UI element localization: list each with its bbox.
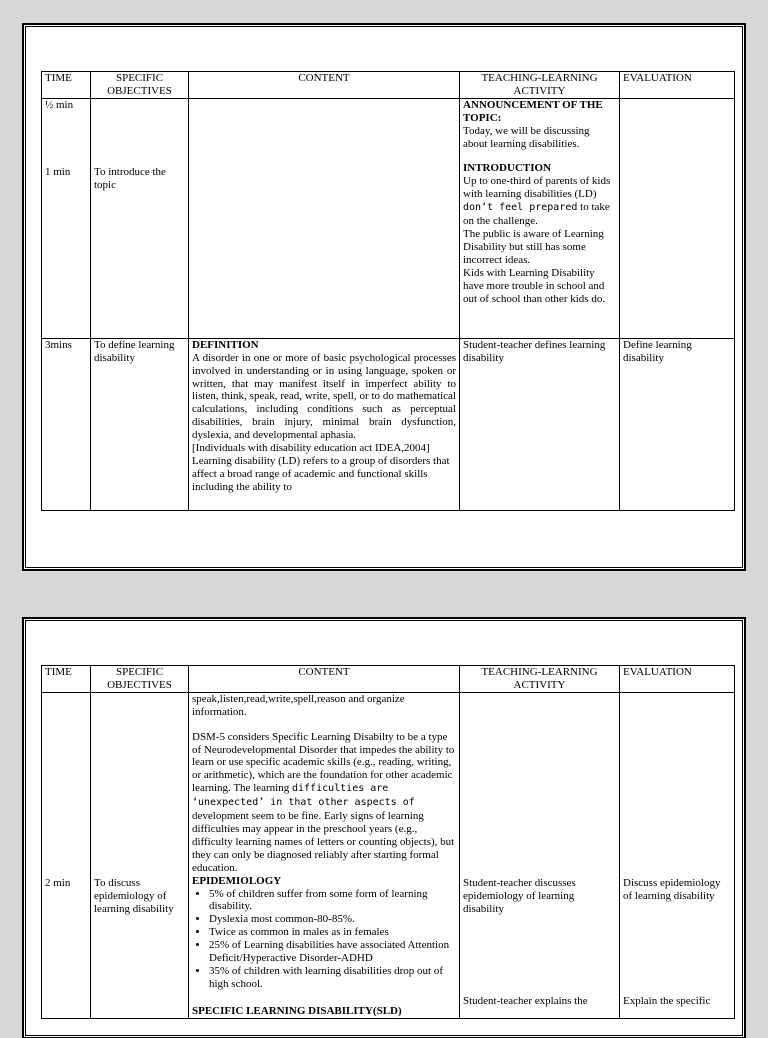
table-header-row <box>42 72 735 99</box>
definition-p3: Learning disability (LD) refers to a group of disorders that affect a broad range of academic and functional skills including the ability to <box>192 454 450 493</box>
objective-cell <box>91 692 189 1018</box>
header-time: TIME <box>42 666 91 693</box>
list-item: • Dyslexia most common-80-85%. <box>209 913 456 926</box>
definition-p2: [Individuals with disability education act IDEA,2004] <box>192 442 430 455</box>
epidemiology-list <box>192 888 456 991</box>
lesson-plan-table <box>41 665 735 1019</box>
table-row <box>42 98 735 338</box>
document-page-1 <box>23 24 745 570</box>
sld-title: SPECIFIC LEARNING DISABILITY(SLD) <box>192 1004 402 1017</box>
objective-epidemiology: To discuss epidemiology of learning disability <box>94 876 174 915</box>
time-cell <box>42 98 91 338</box>
introduction-p1 <box>463 175 616 228</box>
header-activity: TEACHING-LEARNING ACTIVITY <box>460 666 620 693</box>
definition-p1: A disorder in one or more of basic psychological processes involved in understanding or in using language, spoken or written, that may manifest itself in imperfect ability to listen, think, speak, read, write, spell, or to do mathematical calculations, including conditions such as perceptual disabilities, brain injury, minimal brain dysfunction, dyslexia, and developmental aphasia. <box>192 351 456 442</box>
content-cell <box>189 98 460 338</box>
header-evaluation: EVALUATION <box>620 666 735 693</box>
evaluation-cell: Define learning disability <box>620 338 735 510</box>
time-cell <box>42 692 91 1018</box>
list-item: • 25% of Learning disabilities have associated Attention Deficit/Hyperactive Disorder-ADHD <box>209 939 456 965</box>
objective-cell: To define learning disability <box>91 338 189 510</box>
header-activity: TEACHING-LEARNING ACTIVITY <box>460 72 620 99</box>
evaluation-cell <box>620 692 735 1018</box>
list-item: • 35% of children with learning disabilities drop out of high school. <box>209 965 456 991</box>
lesson-plan-table <box>41 71 735 511</box>
evaluation-epidemiology: Discuss epidemiology of learning disability <box>623 876 721 902</box>
introduction-title: INTRODUCTION <box>463 162 552 175</box>
activity-cell: Student-teacher defines learning disability <box>460 338 620 510</box>
intro-p1b: don’t feel prepared <box>463 202 578 214</box>
evaluation-cell <box>620 98 735 338</box>
time-epidemiology: 2 min <box>45 876 71 889</box>
activity-epidemiology: Student-teacher discusses epidemiology of learning disability <box>463 876 576 915</box>
activity-cell <box>460 692 620 1018</box>
introduction-p2: The public is aware of Learning Disability but still has some incorrect ideas. <box>463 227 604 266</box>
content-continued: speak,listen,read,write,spell,reason and organize information. <box>192 692 405 718</box>
list-item: • Twice as common in males as in females <box>209 926 456 939</box>
intro-p1c: to take on the challenge. <box>463 201 610 228</box>
list-item: • 5% of children suffer from some form of learning disability. <box>209 888 456 914</box>
header-content: CONTENT <box>189 72 460 99</box>
document-page-2 <box>23 618 745 1038</box>
header-objectives: SPECIFIC OBJECTIVES <box>91 72 189 99</box>
time-announcement: ½ min <box>45 98 74 111</box>
announcement-text: Today, we will be discussing about learning disabilities. <box>463 124 590 150</box>
header-objectives: SPECIFIC OBJECTIVES <box>91 666 189 693</box>
objective-cell <box>91 98 189 338</box>
dsm5-paragraph <box>192 731 456 875</box>
content-cell <box>189 692 460 1018</box>
objective-introduction: To introduce the topic <box>94 165 166 191</box>
table-header-row <box>42 666 735 693</box>
dsm-a: DSM-5 considers Specific Learning Disabilty to be a type of Neurodevelopmental Disorder that impedes the ability to learn or use specific academic skills (e.g., reading, writing, or arithmetic), which are the foundation for other academic learning. The learning <box>192 730 455 795</box>
header-time: TIME <box>42 72 91 99</box>
table-row <box>42 692 735 1018</box>
activity-sld: Student-teacher explains the <box>463 994 588 1007</box>
evaluation-sld: Explain the specific <box>623 994 711 1007</box>
announcement-title: ANNOUNCEMENT OF THE TOPIC: <box>463 98 603 124</box>
table-row <box>42 338 735 510</box>
dsm-c: development seem to be fine. Early signs of learning difficulties may appear in the preschool years (e.g., difficulty learning names of letters or counting objects), but they can only be diagnosed reliably after starting formal education. <box>192 810 455 874</box>
dsm-b: difficulties are ‘unexpected’ in that other aspects of <box>192 783 415 809</box>
header-evaluation: EVALUATION <box>620 72 735 99</box>
content-cell <box>189 338 460 510</box>
time-cell: 3mins <box>42 338 91 510</box>
activity-cell <box>460 98 620 338</box>
introduction-p3: Kids with Learning Disability have more trouble in school and out of school than other kids do. <box>463 266 606 305</box>
time-introduction: 1 min <box>45 165 71 178</box>
intro-p1a: Up to one-third of parents of kids with learning disabilities (LD) <box>463 175 611 201</box>
definition-title: DEFINITION <box>192 338 259 351</box>
header-content: CONTENT <box>189 666 460 693</box>
epidemiology-title: EPIDEMIOLOGY <box>192 874 282 887</box>
